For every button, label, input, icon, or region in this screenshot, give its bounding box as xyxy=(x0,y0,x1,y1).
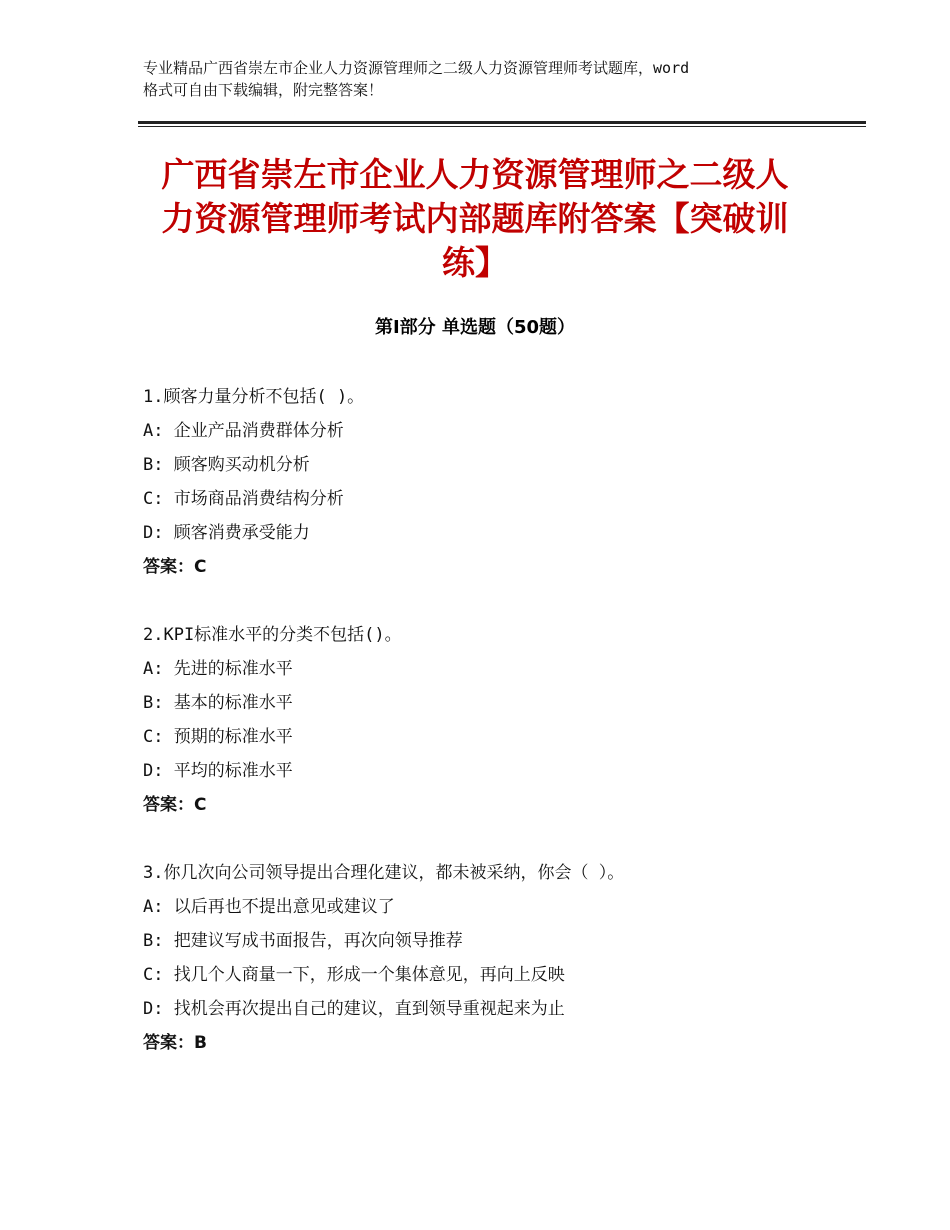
header-note-line-2: 格式可自由下载编辑，附完整答案！ xyxy=(143,81,384,99)
document-title-line-2: 力资源管理师考试内部题库附答案【突破训 xyxy=(161,199,789,238)
answer-label: 答案：C xyxy=(143,795,207,815)
document-title-line-3: 练】 xyxy=(442,243,508,282)
question-block xyxy=(143,859,823,1063)
option-c: C: 市场商品消费结构分析 xyxy=(143,489,344,509)
option-d: D: 顾客消费承受能力 xyxy=(143,523,310,543)
question-block xyxy=(143,383,823,587)
option-b: B: 把建议写成书面报告，再次向领导推荐 xyxy=(143,931,463,951)
option-a: A: 以后再也不提出意见或建议了 xyxy=(143,897,395,917)
question-block xyxy=(143,621,823,825)
option-d: D: 找机会再次提出自己的建议，直到领导重视起来为止 xyxy=(143,999,565,1019)
question-stem: 2.KPI标准水平的分类不包括()。 xyxy=(143,625,402,645)
option-b: B: 顾客购买动机分析 xyxy=(143,455,310,475)
header-note xyxy=(143,57,823,101)
option-d: D: 平均的标准水平 xyxy=(143,761,293,781)
option-b: B: 基本的标准水平 xyxy=(143,693,293,713)
question-stem: 1.顾客力量分析不包括( )。 xyxy=(143,387,365,407)
document-title-line-1: 广西省崇左市企业人力资源管理师之二级人 xyxy=(161,155,789,194)
answer-label: 答案：C xyxy=(143,557,207,577)
header-note-line-1: 专业精品广西省崇左市企业人力资源管理师之二级人力资源管理师考试题库，word xyxy=(143,59,690,77)
question-stem: 3.你几次向公司领导提出合理化建议，都未被采纳，你会（ ）。 xyxy=(143,863,625,883)
header-divider-thin xyxy=(138,126,866,127)
option-c: C: 预期的标准水平 xyxy=(143,727,293,747)
option-a: A: 企业产品消费群体分析 xyxy=(143,421,344,441)
option-a: A: 先进的标准水平 xyxy=(143,659,293,679)
header-divider-thick xyxy=(138,121,866,124)
option-c: C: 找几个人商量一下，形成一个集体意见，再向上反映 xyxy=(143,965,565,985)
section-title: 第Ⅰ部分 单选题（50题） xyxy=(374,317,575,338)
answer-label: 答案：B xyxy=(143,1033,207,1053)
document-title xyxy=(140,153,810,285)
